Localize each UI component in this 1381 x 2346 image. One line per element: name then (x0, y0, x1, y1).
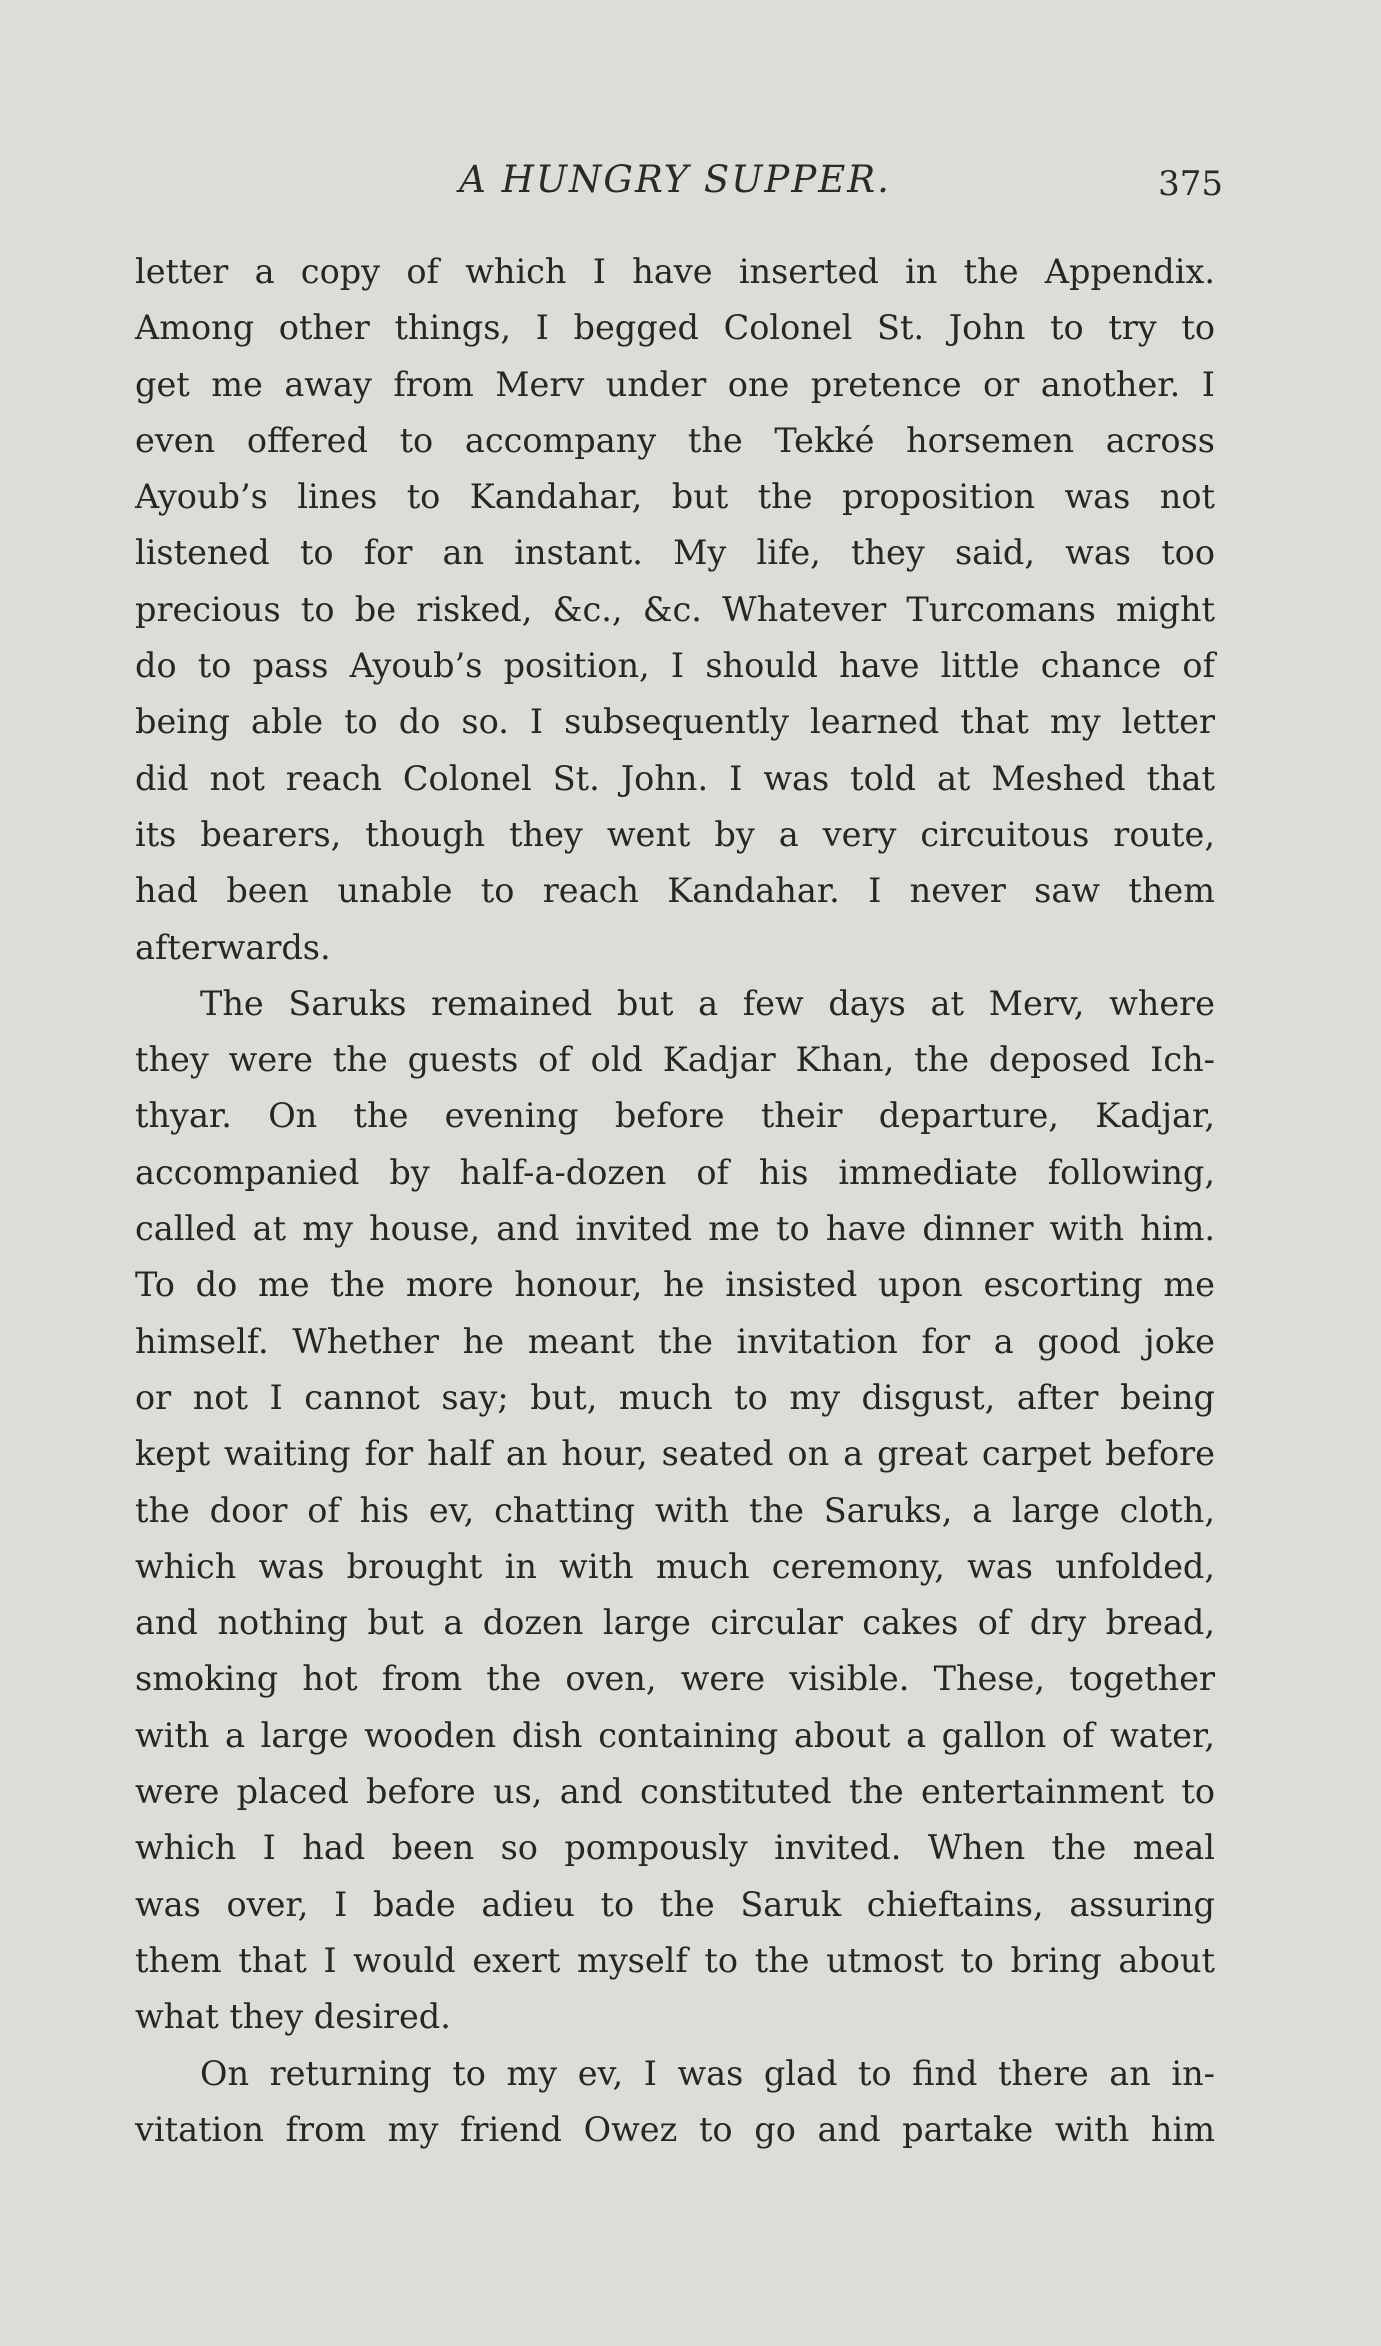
text-line: Ayoub’s lines to Kandahar, but the proposition was not (135, 477, 1215, 517)
text-line: and nothing but a dozen large circular cakes of dry bread, (135, 1603, 1215, 1643)
text-line: being able to do so. I subsequently learned that my letter (135, 702, 1215, 742)
text-line: had been unable to reach Kandahar. I never saw them (135, 871, 1215, 911)
text-line: what they desired. (135, 1997, 451, 2037)
text-line: with a large wooden dish containing about a gallon of water, (135, 1715, 1215, 1755)
text-line: vitation from my friend Owez to go and partake with him (135, 2109, 1215, 2149)
text-line: Among other things, I begged Colonel St. John to try to (135, 308, 1215, 348)
text-line: accompanied by half-a-dozen of his immediate following, (135, 1152, 1215, 1192)
paragraph-3 (135, 2046, 1215, 2159)
text-line: letter a copy of which I have inserted in the Appendix. (135, 252, 1215, 291)
text-line: himself. Whether he meant the invitation for a good joke (135, 1321, 1215, 1361)
text-line: were placed before us, and constituted the entertainment to (135, 1772, 1215, 1812)
text-line: To do me the more honour, he insisted upon escorting me (135, 1265, 1215, 1305)
text-line: which was brought in with much ceremony, was unfolded, (135, 1546, 1215, 1586)
text-line: kept waiting for half an hour, seated on a great carpet before (135, 1434, 1215, 1474)
page-body (135, 244, 1215, 2158)
text-line: The Saruks remained but a few days at Merv, where (200, 983, 1215, 1023)
text-line: did not reach Colonel St. John. I was told at Meshed that (135, 758, 1215, 798)
text-line: they were the guests of old Kadjar Khan, the deposed Ich- (135, 1040, 1215, 1080)
text-line: On returning to my ev, I was glad to find there an in- (200, 2053, 1215, 2093)
text-line: its bearers, though they went by a very circuitous route, (135, 814, 1215, 854)
text-line: afterwards. (135, 927, 331, 967)
running-title: A HUNGRY SUPPER. (459, 158, 891, 201)
text-line: which I had been so pompously invited. When the meal (135, 1828, 1215, 1868)
paragraph-2 (135, 976, 1215, 2046)
text-line: precious to be risked, &c., &c. Whatever Turcomans might (135, 589, 1215, 629)
text-line: do to pass Ayoub’s position, I should have little chance of (135, 646, 1215, 686)
page-number: 375 (1158, 164, 1223, 204)
text-line: even offered to accompany the Tekké horsemen across (135, 420, 1215, 460)
text-line: them that I would exert myself to the utmost to bring about (135, 1940, 1215, 1980)
text-line: the door of his ev, chatting with the Saruks, a large cloth, (135, 1490, 1215, 1530)
text-line: or not I cannot say; but, much to my disgust, after being (135, 1377, 1215, 1417)
text-line: listened to for an instant. My life, they said, was too (135, 533, 1215, 573)
page-header (135, 158, 1223, 218)
paragraph-1 (135, 244, 1215, 976)
text-line: smoking hot from the oven, were visible. These, together (135, 1659, 1215, 1699)
text-line: was over, I bade adieu to the Saruk chieftains, assuring (135, 1884, 1215, 1924)
text-line: thyar. On the evening before their departure, Kadjar, (135, 1096, 1215, 1136)
text-line: get me away from Merv under one pretence or another. I (135, 364, 1215, 404)
text-line: called at my house, and invited me to have dinner with him. (135, 1209, 1215, 1249)
